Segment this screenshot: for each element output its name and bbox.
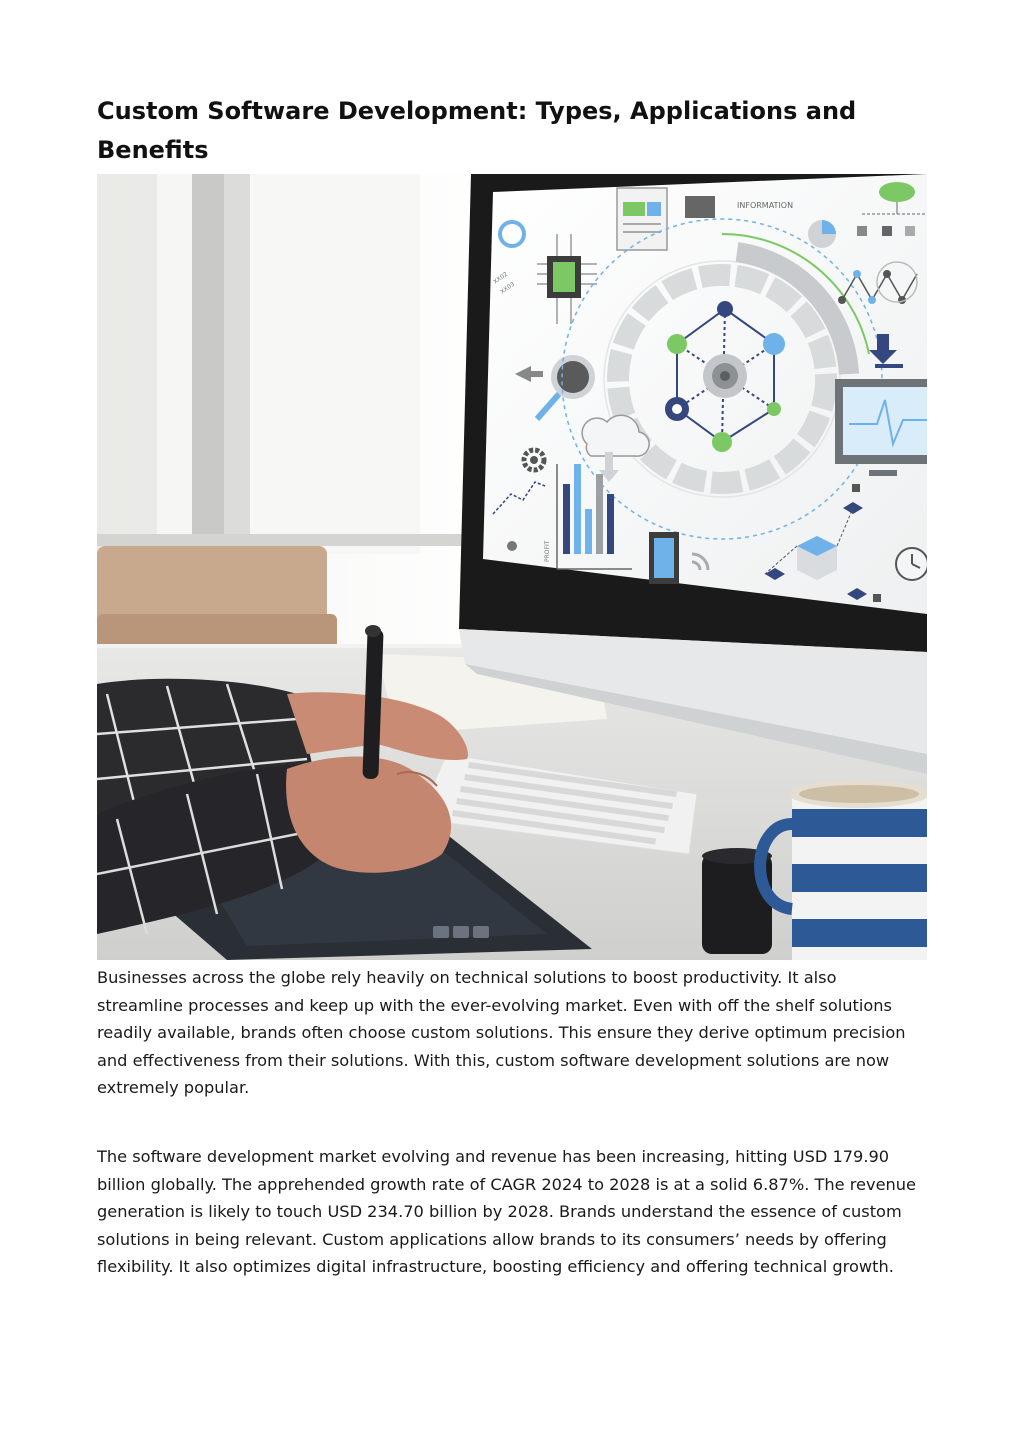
screen-info-label: INFORMATION <box>737 201 794 210</box>
hero-image <box>97 174 927 960</box>
chip-label-1: XX02 <box>492 270 510 286</box>
paragraph-intro: Businesses across the globe rely heavily on technical solutions to boost productivity. It also streamline processes and keep up with the ever-evolving market. Even with off the shelf solutions readily available, brands often choose custom solutions. This ensure they derive optimum precision and effectiveness from their solutions. With this, custom software development solutions are now extremely popular. <box>97 968 906 1097</box>
profit-axis-label: PROFIT <box>544 540 551 562</box>
paragraph-market: The software development market evolving and revenue has been increasing, hitting USD 179.90 billion globally. The apprehended growth rate of CAGR 2024 to 2028 is at a solid 6.87%. The revenue generation is likely to touch USD 234.70 billion by 2028. Brands understand the essence of custom solutions in being relevant. Custom applications allow brands to its consumers’ needs by offering flexibility. It also optimizes digital infrastructure, boosting efficiency and offering technical growth. <box>97 1147 917 1276</box>
page-title: Custom Software Development: Types, Applications and Benefits <box>97 97 857 164</box>
chip-label-2: XX03 <box>499 280 517 296</box>
